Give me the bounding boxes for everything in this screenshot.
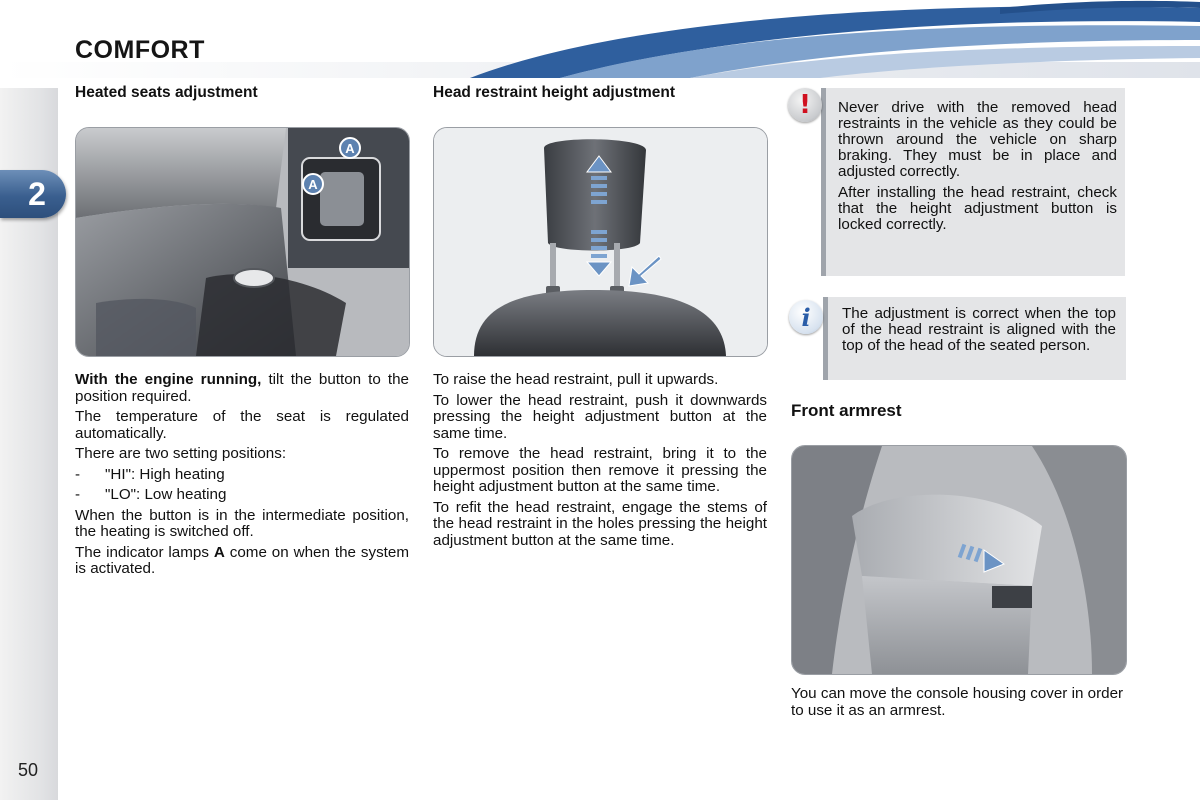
armrest-paragraph: You can move the console housing cover in order to use it as an armrest. (791, 685, 1124, 719)
head-restraint-photo (433, 127, 768, 357)
heated-seats-settings-list (75, 467, 409, 504)
page-number: 50 (18, 760, 39, 780)
info-icon: i (789, 300, 823, 334)
list-dash: - (75, 486, 81, 503)
head-restraint-paragraph: To lower the head restraint, push it downwards pressing the height adjustment button at the same time. (433, 391, 767, 442)
list-item (75, 467, 409, 484)
heated-seats-lamps-paragraph (75, 545, 409, 578)
lamps-text-bold: A (213, 543, 225, 561)
info-paragraph: The adjustment is correct when the top of the head restraint is aligned with the top of the head of the seated person. (842, 305, 1116, 354)
lamps-text-post: come on when the system is activated. (75, 543, 409, 577)
armrest-body (791, 686, 1127, 723)
warning-paragraph: Never drive with the removed head restraints in the vehicle as they could be thrown around the vehicle on sharp braking. They must be in place and adjusted correctly. (838, 99, 1117, 180)
page-title: COMFORT (75, 36, 205, 64)
intro-text: tilt the button to the position required. (75, 371, 410, 405)
head-restraint-paragraph: To raise the head restraint, pull it upwards. (433, 371, 719, 388)
callout-a-left: A (308, 177, 318, 192)
heated-seat-photo (75, 127, 410, 357)
warning-note-text (838, 100, 1117, 233)
list-item-text: "LO": Low heating (105, 486, 227, 503)
info-note-text (842, 306, 1116, 354)
warning-paragraph: After installing the head restraint, check that the height adjustment button is locked correctly. (838, 184, 1117, 233)
exclamation-icon: ! (788, 88, 822, 122)
callout-a-top: A (345, 141, 355, 156)
lamps-text-pre: The indicator lamps (75, 543, 214, 561)
heated-seats-heading: Heated seats adjustment (75, 84, 258, 101)
list-item (75, 487, 409, 504)
head-restraint-paragraph: To remove the head restraint, bring it to the uppermost position then remove it pressing the height adjustment button at the same time. (433, 445, 767, 495)
armrest-photo (791, 445, 1127, 675)
heated-seats-paragraph: When the button is in the intermediate position, the heating is switched off. (75, 506, 409, 540)
front-armrest-heading: Front armrest (791, 401, 902, 420)
heated-seats-paragraph: There are two setting positions: (75, 445, 287, 462)
heated-seats-intro (75, 372, 409, 405)
warning-note (821, 88, 1125, 276)
info-note (823, 297, 1126, 380)
list-item-text: "HI": High heating (105, 465, 225, 483)
head-restraint-heading: Head restraint height adjustment (433, 84, 676, 101)
list-dash: - (75, 465, 81, 483)
heated-seats-body (75, 372, 409, 582)
intro-bold-text: With the engine running, (75, 371, 262, 388)
head-restraint-paragraph: To refit the head restraint, engage the stems of the head restraint in the holes pressing the height adjustment button at the same time. (433, 498, 767, 549)
chapter-tab: 2 (0, 170, 66, 218)
head-restraint-body (433, 372, 767, 553)
heated-seats-paragraph: The temperature of the seat is regulated automatically. (75, 408, 409, 442)
